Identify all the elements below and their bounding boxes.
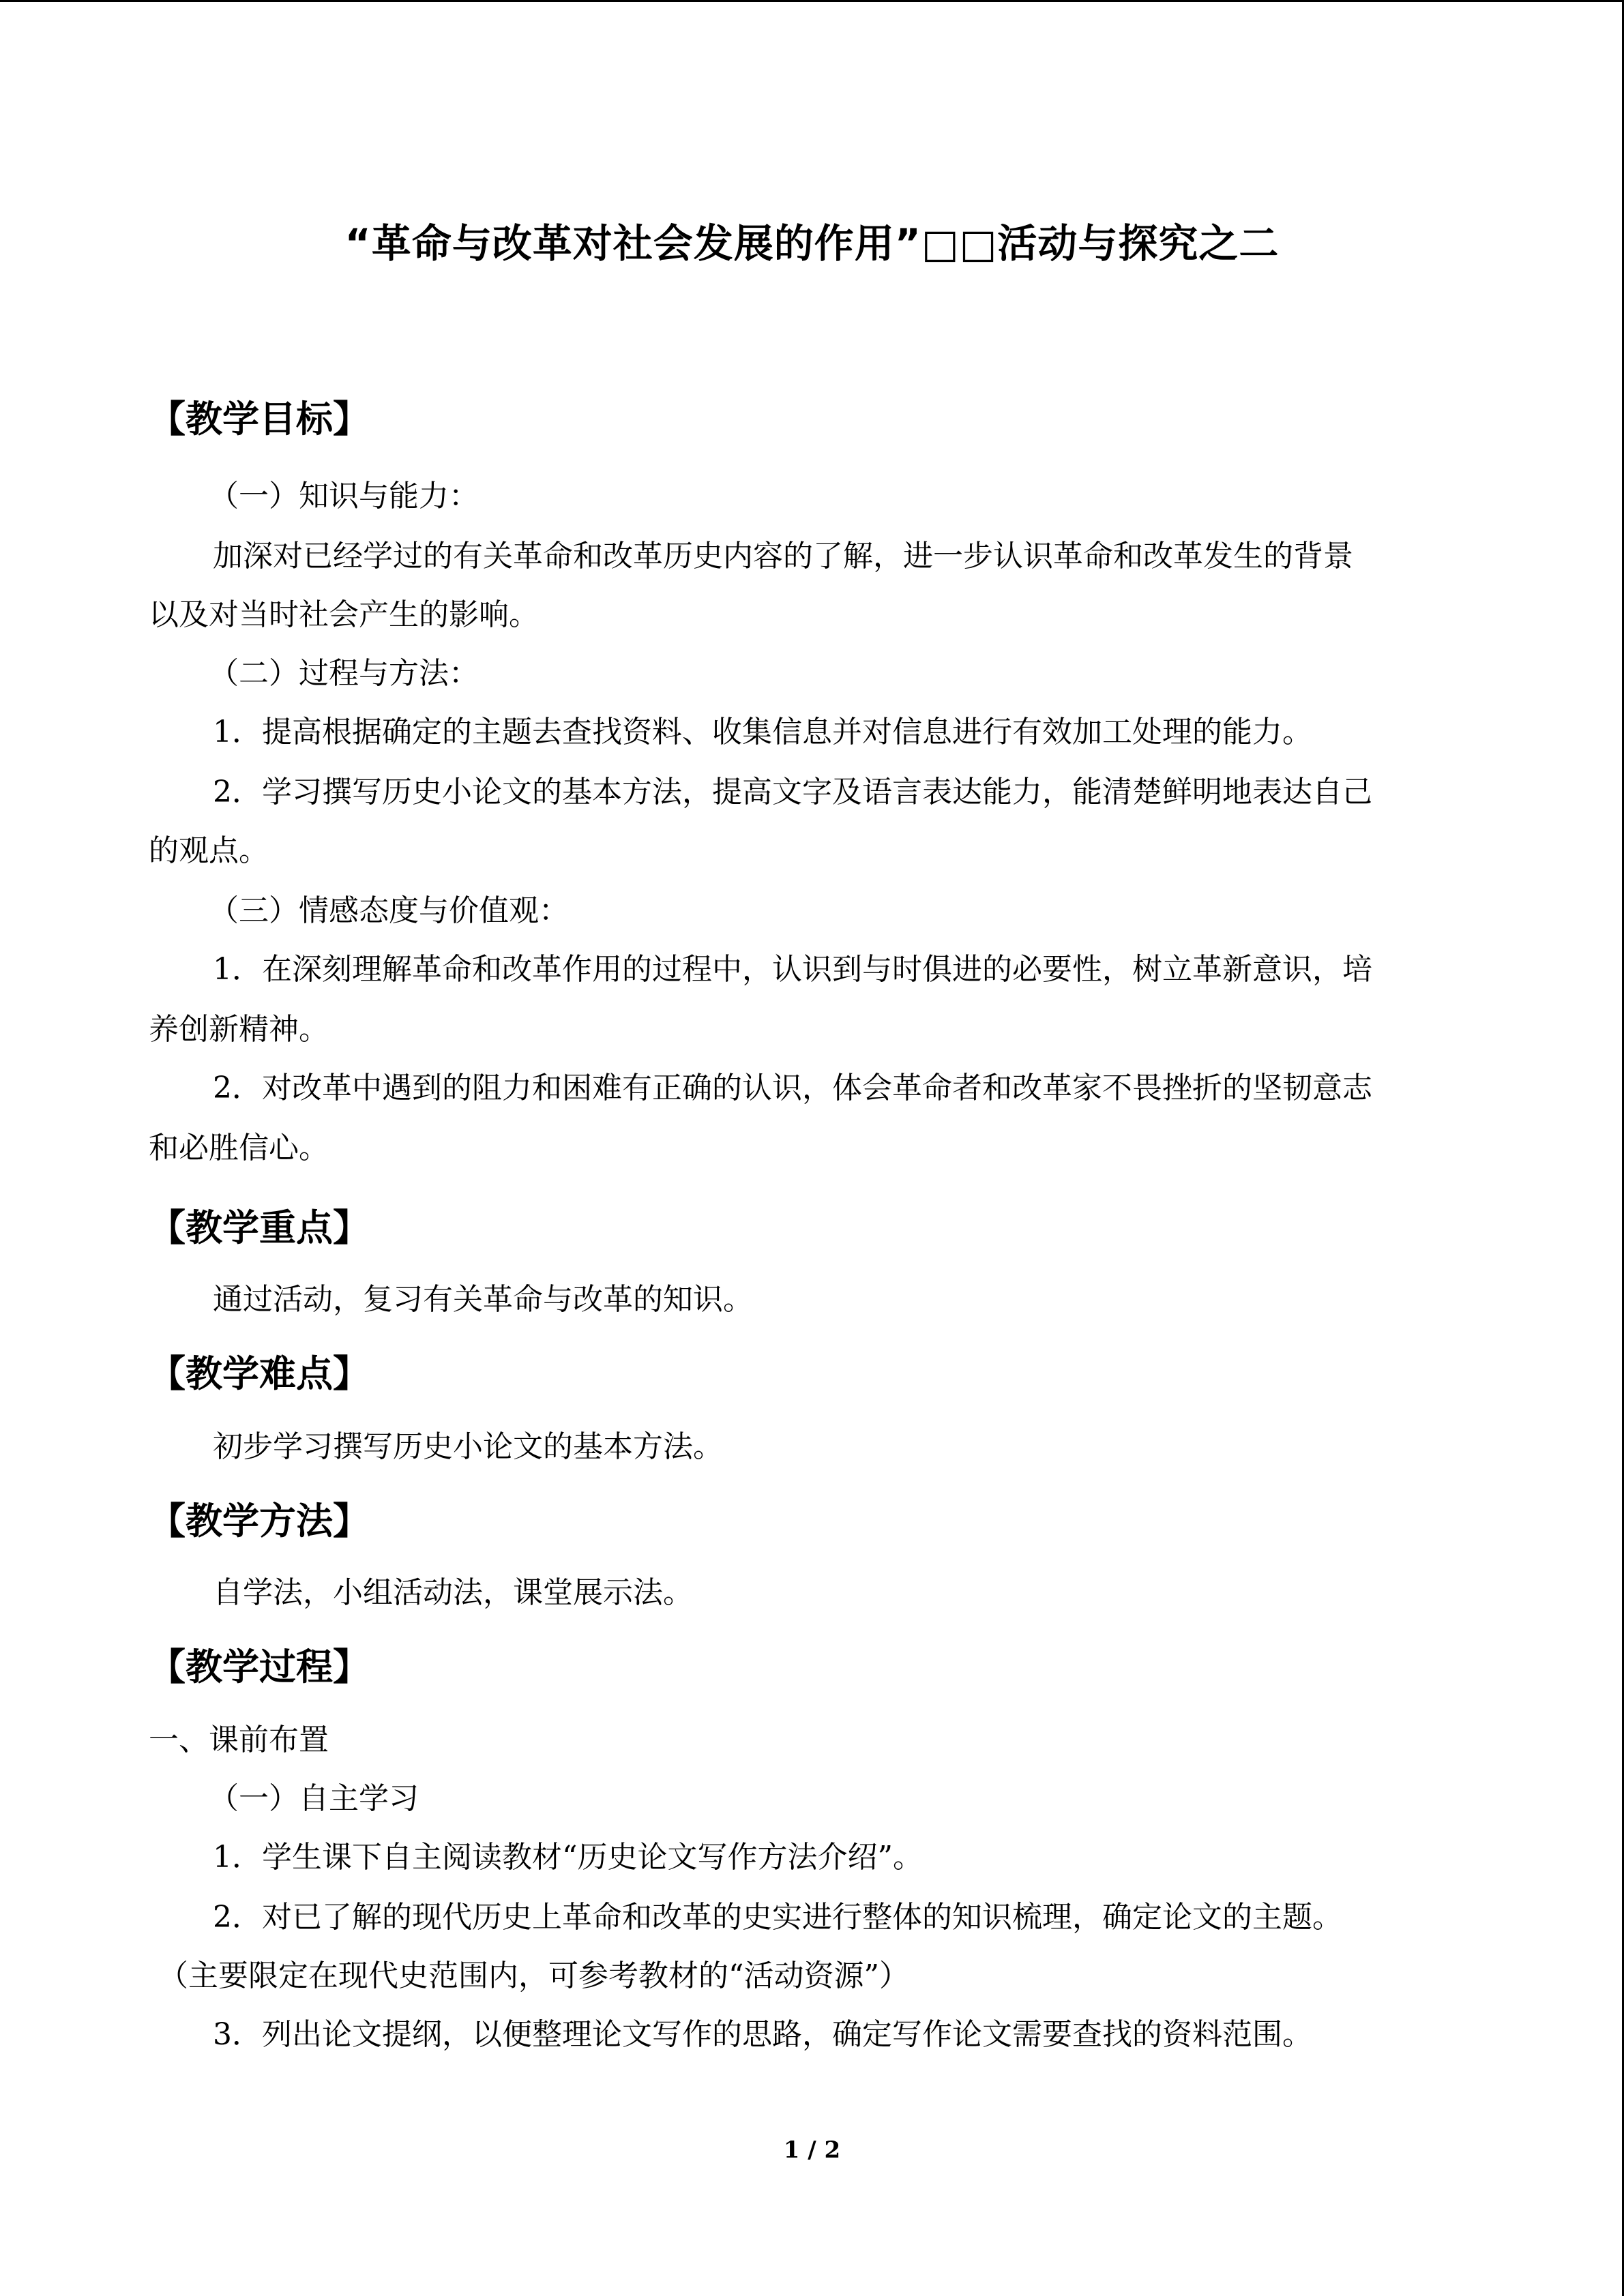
process-paragraph-1: 1．学生课下自主阅读教材“历史论文写作方法介绍”。 [213,1840,923,1875]
section-heading-difficulty: 【教学难点】 [149,1352,370,1395]
goals-paragraph-5: 2．对改革中遇到的阻力和困难有正确的认识，体会革命者和改革家不畏挫折的坚韧意志 [213,1071,1372,1105]
process-paragraph-2: 2．对已了解的现代历史上革命和改革的史实进行整体的知识梳理，确定论文的主题。 [213,1900,1342,1935]
page-title: “革命与改革对社会发展的作用”□□活动与探究之二 [344,220,1280,267]
section-heading-key: 【教学重点】 [149,1206,370,1249]
section-heading-goals: 【教学目标】 [149,398,370,441]
goals-paragraph-3: 2．学习撰写历史小论文的基本方法，提高文字及语言表达能力，能清楚鲜明地表达自己 [213,775,1372,809]
method-paragraph: 自学法，小组活动法，课堂展示法。 [213,1575,693,1610]
goals-paragraph-1: 加深对已经学过的有关革命和改革历史内容的了解，进一步认识革命和改革发生的背景 [213,539,1353,573]
goals-sub-2: （二）过程与方法： [209,656,479,691]
process-part-1: 一、课前布置 [149,1723,329,1757]
section-heading-method: 【教学方法】 [149,1500,370,1542]
top-border [0,0,1624,2]
goals-paragraph-2: 1．提高根据确定的主题去查找资料、收集信息并对信息进行有效加工处理的能力。 [213,715,1312,749]
goals-paragraph-4: 1．在深刻理解革命和改革作用的过程中，认识到与时俱进的必要性，树立革新意识，培 [213,952,1372,987]
process-sub-1: （一）自主学习 [209,1781,419,1816]
process-paragraph-3: 3．列出论文提纲，以便整理论文写作的思路，确定写作论文需要查找的资料范围。 [213,2017,1312,2052]
key-paragraph: 通过活动，复习有关革命与改革的知识。 [213,1282,753,1317]
goals-sub-3: （三）情感态度与价值观： [209,893,569,928]
goals-paragraph-3-cont: 的观点。 [149,833,269,868]
page-number: 1 / 2 [783,2136,841,2164]
goals-paragraph-4-cont: 养创新精神。 [149,1012,329,1047]
goals-paragraph-5-cont: 和必胜信心。 [149,1131,329,1165]
process-paragraph-2-note: （主要限定在现代史范围内，可参考教材的“活动资源”） [158,1958,909,1993]
section-heading-process: 【教学过程】 [149,1645,370,1688]
difficulty-paragraph: 初步学习撰写历史小论文的基本方法。 [213,1429,723,1464]
goals-paragraph-1-cont: 以及对当时社会产生的影响。 [149,597,539,632]
goals-sub-1: （一）知识与能力： [209,479,479,513]
